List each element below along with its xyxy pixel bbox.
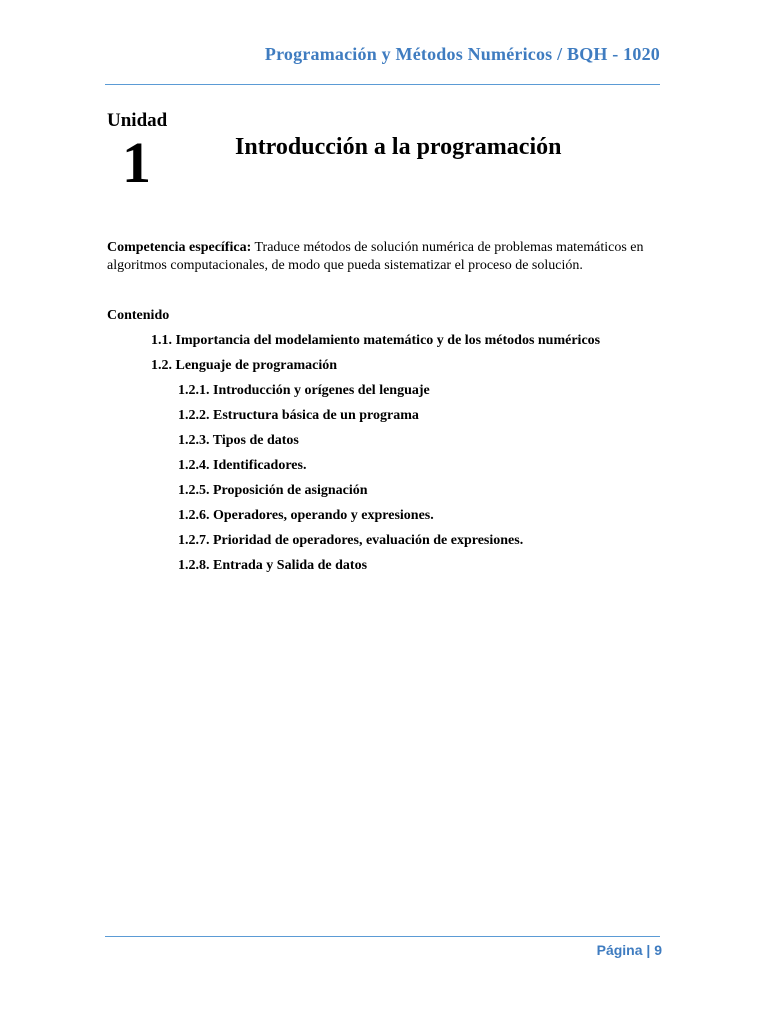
toc-item: 1.2.8. Entrada y Salida de datos	[178, 558, 368, 573]
toc-item: 1.2.3. Tipos de datos	[178, 433, 299, 448]
competencia-paragraph	[107, 239, 667, 275]
header-rule	[105, 84, 660, 85]
toc-item: 1.2.2. Estructura básica de un programa	[178, 408, 419, 423]
toc-item: 1.2.6. Operadores, operando y expresiones.	[178, 508, 434, 523]
unit-label: Unidad	[107, 110, 168, 131]
contenido-heading: Contenido	[107, 308, 170, 323]
document-header-title: Programación y Métodos Numéricos / BQH - 1020	[264, 44, 660, 64]
toc-item: 1.2.5. Proposición de asignación	[178, 483, 368, 498]
competencia-text: Traduce métodos de solución numérica de problemas matemáticos en algoritmos computacionales, de modo que pueda sistematizar el proceso de solución.	[107, 240, 644, 273]
unit-number: 1	[122, 130, 151, 195]
page-number: Página | 9	[596, 942, 662, 958]
toc-item: 1.2.7. Prioridad de operadores, evaluación de expresiones.	[178, 533, 524, 548]
footer-rule	[105, 936, 660, 937]
toc-item: 1.2.4. Identificadores.	[178, 458, 307, 473]
toc-item: 1.2.1. Introducción y orígenes del lenguaje	[178, 383, 430, 398]
chapter-title: Introducción a la programación	[235, 134, 562, 160]
toc-item: 1.1. Importancia del modelamiento matemático y de los métodos numéricos	[151, 333, 601, 348]
competencia-label: Competencia específica:	[107, 240, 252, 255]
toc-item: 1.2. Lenguaje de programación	[151, 358, 338, 373]
